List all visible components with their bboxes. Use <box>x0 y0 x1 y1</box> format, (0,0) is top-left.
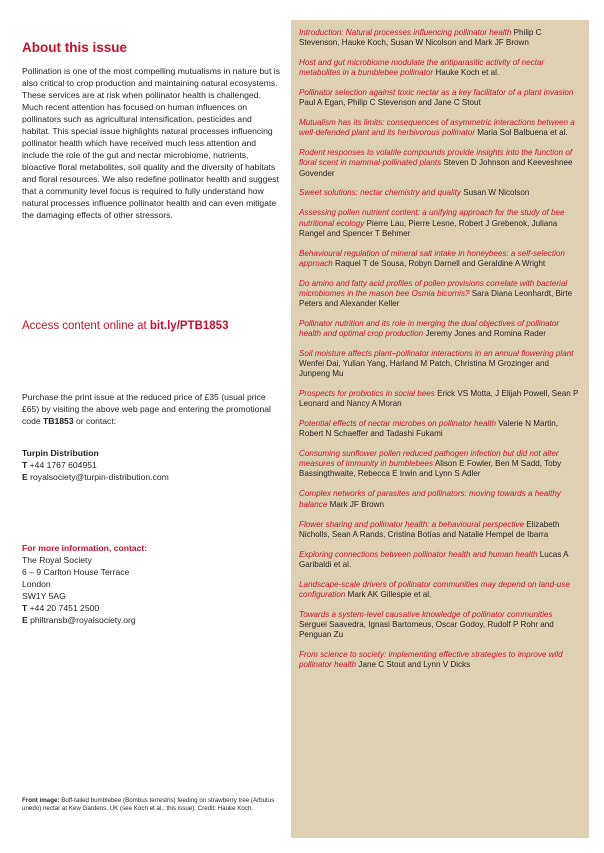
article-entry <box>299 249 581 269</box>
article-authors: Mark AK Gillespie et al. <box>347 589 432 599</box>
distributor-phone-line <box>22 459 169 471</box>
email-label: E <box>22 472 28 482</box>
distributor-name: Turpin Distribution <box>22 448 99 458</box>
more-info-phone: +44 20 7451 2500 <box>29 603 100 613</box>
article-title[interactable]: Soil moisture affects plant–pollinator interactions in an annual flowering plant <box>299 348 574 358</box>
more-info-phone-line <box>22 602 147 614</box>
article-entry <box>299 279 581 309</box>
contents-panel <box>291 20 589 838</box>
purchase-info <box>22 391 274 427</box>
article-authors: Mark JF Brown <box>329 499 385 509</box>
article-entry <box>299 550 581 570</box>
address-line: SW1Y 5AG <box>22 591 66 601</box>
article-title[interactable]: Towards a system-level causative knowledge of pollinator communities <box>299 609 553 619</box>
phone-label: T <box>22 603 28 613</box>
article-entry <box>299 28 581 48</box>
article-authors: Pierre Lau, Pierre Lesne, Robert J Grebenok, Juliana Rangel and Spencer T Behmer <box>299 218 558 238</box>
email-label: E <box>22 615 28 625</box>
article-authors: Wenfei Dai, Yulian Yang, Harland M Patch, Christina M Grozinger and Junpeng Mu <box>299 359 549 379</box>
article-authors: Jane C Stout and Lynn V Dicks <box>358 660 471 670</box>
article-entry <box>299 449 581 479</box>
article-authors: Lucas A Garibaldi et al. <box>299 549 569 569</box>
article-title[interactable]: Behavioural regulation of mineral salt intake in honeybees: a self-selection approach <box>299 248 565 268</box>
access-line <box>22 320 228 332</box>
article-entry <box>299 610 581 640</box>
article-authors: Philip C Stevenson, Hauke Koch, Susan W Nicolson and Mark JF Brown <box>299 28 542 48</box>
more-info-contact <box>22 542 147 626</box>
purchase-text-end: or contact: <box>73 416 117 426</box>
article-authors: Hauke Koch et al. <box>435 68 500 78</box>
article-authors: Paul A Egan, Philip C Stevenson and Jane C Stout <box>299 98 481 108</box>
article-entry <box>299 520 581 540</box>
article-authors: Raquel T de Sousa, Robyn Darnell and Geraldine A Wright <box>335 258 546 268</box>
article-entry <box>299 349 581 379</box>
article-authors: Sara Diana Leonhardt, Birte Peters and Alexander Keller <box>299 288 573 308</box>
article-title[interactable]: Assessing pollen nutrient content: a unifying approach for the study of bee nutritional ecology <box>299 208 565 228</box>
article-title[interactable]: Complex networks of parasites and pollinators: moving towards a healthy balance <box>299 489 561 509</box>
credit-label: Front image: <box>22 797 60 804</box>
article-authors: Elizabeth Nicholls, Sean A Rands, Cristina Botías and Natalie Hempel de Ibarra <box>299 519 560 539</box>
credit-text: Buff-tailed bumblebee (Bombus terrestris) feeding on strawberry tree (Arbutus unedo) nectar at Kew Gardens, UK (see Koch et al., this issue). Credit: Hauke Koch. <box>22 797 275 812</box>
access-label: Access content online at <box>22 320 150 332</box>
article-authors: Jeremy Jones and Romina Rader <box>425 328 547 338</box>
article-title[interactable]: Host and gut microbiome modulate the antiparasitic activity of nectar metabolites in a bumblebee pollinator <box>299 58 545 78</box>
article-entry <box>299 419 581 439</box>
article-entry <box>299 58 581 78</box>
article-entry <box>299 148 581 178</box>
article-title[interactable]: Potential effects of nectar microbes on pollinator health <box>299 419 497 429</box>
article-entry <box>299 489 581 509</box>
article-title[interactable]: Flower sharing and pollinator health: a behavioural perspective <box>299 519 524 529</box>
article-title[interactable]: Prospects for probiotics in social bees <box>299 389 435 399</box>
article-title[interactable]: Rodent responses to volatile compounds provide insights into the function of floral scent in mammal-pollinated plants <box>299 148 573 168</box>
image-credit <box>22 797 280 813</box>
article-authors: Serguei Saavedra, Ignasi Bartomeus, Oscar Godoy, Rudolf P Rohr and Penguan Zu <box>299 619 554 639</box>
about-intro: Pollination is one of the most compelling mutualisms in nature but is also critical to crop production and maintaining natural ecosystems. These services are at risk when pollinator health is challenged. Much recent attention has focused on human influences on pollinators such as agricultural intensification, pesticides and habitat. This special issue highlights natural processes influencing pollinator health which have received much less attention and include the role of the gut and nectar microbiome, nutrients, bioactive floral metabolites, soil quality and the diversity of habitats and floral resources. We also redefine pollinator health and suggest that a community level focus is required to fully understand how natural processes influence pollinator health and can even mitigate the damaging effects of other stressors. <box>22 66 280 220</box>
article-authors: Susan W Nicolson <box>463 188 530 198</box>
article-entry <box>299 208 581 238</box>
article-entry <box>299 188 581 198</box>
article-authors: Erick VS Motta, J Elijah Powell, Sean P Leonard and Nancy A Moran <box>299 389 579 409</box>
article-title[interactable]: Landscape-scale drivers of pollinator communities may depend on land-use configuration <box>299 579 570 599</box>
more-info-heading: For more information, contact: <box>22 543 148 553</box>
article-title[interactable]: Pollinator nutrition and its role in merging the dual objectives of pollinator health and optimal crop production <box>299 318 560 338</box>
article-entry <box>299 118 581 138</box>
article-entry <box>299 88 581 108</box>
article-entry <box>299 580 581 600</box>
purchase-text: Purchase the print issue at the reduced price of £35 (usual price £65) by visiting the above web page and entering the promotional code <box>22 392 271 426</box>
address-line: London <box>22 579 51 589</box>
distributor-phone: +44 1767 604951 <box>29 460 97 470</box>
article-authors: Steven D Johnson and Keeveshnee Govender <box>299 158 573 178</box>
article-title[interactable]: Sweet solutions: nectar chemistry and quality <box>299 188 461 198</box>
article-entry <box>299 389 581 409</box>
article-title[interactable]: Introduction: Natural processes influencing pollinator health <box>299 28 512 37</box>
address-line: 6 – 9 Carlton House Terrace <box>22 567 130 577</box>
article-title[interactable]: Pollinator selection against toxic nectar as a key facilitator of a plant invasion <box>299 88 574 98</box>
article-authors: Alison E Fowler, Ben M Sadd, Toby Bassingthwaite, Rebecca E Irwin and Lynn S Adler <box>299 459 562 479</box>
more-info-email-line <box>22 614 147 626</box>
distributor-email-link[interactable]: royalsociety@turpin-distribution.com <box>30 472 169 482</box>
promo-code: TB1853 <box>43 416 74 426</box>
article-entry <box>299 319 581 339</box>
about-section <box>22 40 280 221</box>
distributor-email-line <box>22 471 169 483</box>
about-heading: About this issue <box>22 40 128 55</box>
article-authors: Valerie N Martin, Robert N Schaeffer and Tadashi Fukami <box>299 419 558 439</box>
more-info-email-link[interactable]: philtransb@royalsociety.org <box>30 615 136 625</box>
distributor-contact <box>22 447 169 483</box>
article-title[interactable]: From science to society: implementing effective strategies to improve wild pollinator health <box>299 649 563 670</box>
article-title[interactable]: Exploring connections between pollinator health and human health <box>299 549 538 559</box>
article-authors: Maria Sol Balbuena et al. <box>477 128 568 138</box>
article-entry <box>299 650 581 670</box>
address-line: The Royal Society <box>22 555 92 565</box>
phone-label: T <box>22 460 28 470</box>
article-title[interactable]: Do amino and fatty acid profiles of pollen provisions correlate with bacterial microbiomes in the mason bee Osmia bicornis? <box>299 278 568 298</box>
article-title[interactable]: Consuming sunflower pollen reduced pathogen infection but did not alter measures of immunity in bumblebees <box>299 449 559 469</box>
article-title[interactable]: Mutualism has its limits: consequences of asymmetric interactions between a well-defended plant and its herbivorous pollinator <box>299 118 575 138</box>
access-url-link[interactable]: bit.ly/PTB1853 <box>149 320 229 332</box>
